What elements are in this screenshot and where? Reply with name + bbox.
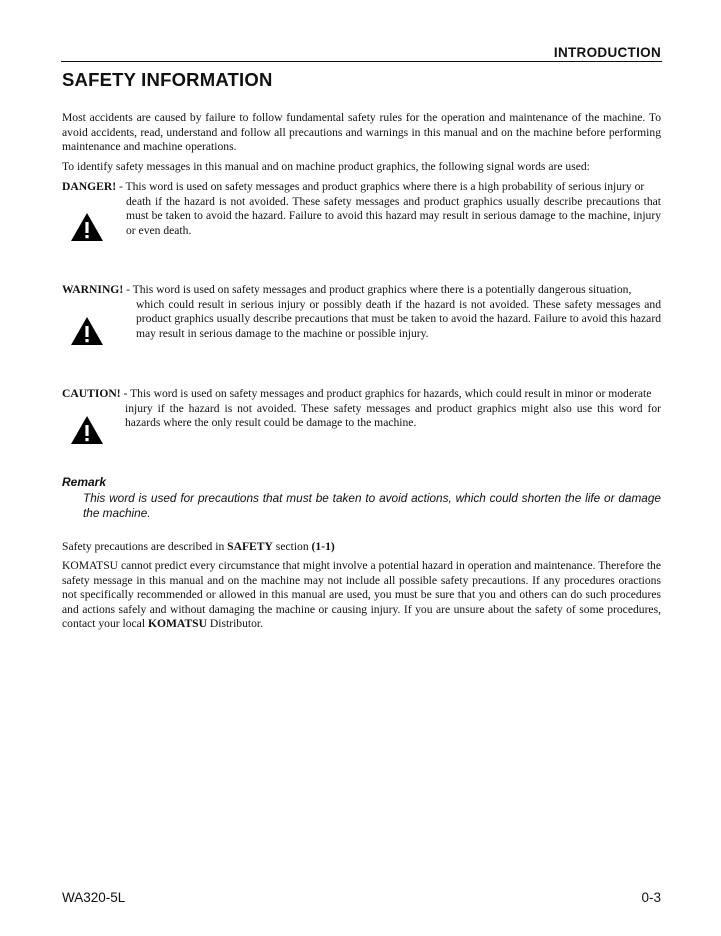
remark-text: This word is used for precautions that must be taken to avoid actions, which could shorten the life or damage the machine. — [83, 491, 661, 520]
danger-text: death if the hazard is not avoided. These safety messages and product graphics usually describe precautions that must be taken to avoid the hazard. Failure to avoid this hazard may result in serious damage to the machine, injury or even death. — [126, 194, 661, 237]
precautions-middle: section — [272, 540, 312, 553]
warning-block — [62, 283, 661, 341]
caution-text: injury if the hazard is not avoided. These safety messages and product graphics might also use this word for hazards where the only result could be damage to the machine. — [125, 401, 661, 430]
precautions-prefix: Safety precautions are described in — [62, 540, 228, 553]
page-title: SAFETY INFORMATION — [62, 69, 273, 90]
danger-line1: - This word is used on safety messages and product graphics where there is a high probability of serious injury or — [116, 180, 645, 193]
caution-triangle-icon — [70, 415, 104, 445]
komatsu-disclaimer — [62, 559, 661, 632]
danger-block — [62, 180, 661, 238]
header-rule — [61, 61, 662, 62]
danger-first-line — [62, 180, 661, 195]
caution-label: CAUTION! — [62, 387, 121, 400]
precautions-reference — [62, 540, 661, 555]
disclaimer-end: Distributor. — [207, 617, 264, 631]
model-number: WA320-5L — [62, 890, 126, 905]
section-header: INTRODUCTION — [553, 45, 661, 60]
safety-section-ref: SAFETY — [227, 540, 273, 553]
komatsu-brand: KOMATSU — [147, 617, 207, 631]
warning-label: WARNING! — [62, 283, 124, 296]
warning-line1: - This word is used on safety messages and product graphics where there is a potentially dangerous situation, — [123, 283, 632, 296]
warning-first-line — [62, 283, 661, 298]
section-number: (1-1) — [311, 540, 335, 553]
danger-label: DANGER! — [62, 180, 117, 193]
caution-first-line — [62, 387, 661, 402]
caution-line1: - This word is used on safety messages and product graphics for hazards, which could result in minor or moderate — [120, 387, 652, 400]
caution-block — [62, 387, 661, 431]
page-number: 0-3 — [641, 890, 661, 905]
signal-words-intro: To identify safety messages in this manual and on machine product graphics, the following signal words are used: — [62, 160, 590, 173]
intro-paragraph: Most accidents are caused by failure to follow fundamental safety rules for the operation and maintenance of the machine. To avoid accidents, read, understand and follow all precautions and warnings in this manual and on the machine before performing maintenance and machine operations. — [62, 111, 661, 154]
danger-warning-triangle-icon — [70, 212, 104, 242]
disclaimer-text: KOMATSU cannot predict every circumstance that might involve a potential hazard in operation and maintenance. Therefore the safety message in this manual and on the machine may not include all possible safety precautions. If any procedures oractions not specifically recommended or allowed in this manual are used, you must be sure that you and others can do such procedures and actions safely and without damaging the machine or causing injury. If you are unsure about the safety of some procedures, contact your local — [62, 559, 661, 631]
remark-title: Remark — [62, 475, 107, 489]
warning-text: which could result in serious injury or possibly death if the hazard is not avoided. These safety messages and product graphics usually describe precautions that must be taken to avoid the hazard. Failure to avoid this hazard may result in serious damage to the machine or possible injury. — [136, 297, 661, 340]
warning-triangle-icon — [70, 316, 104, 346]
